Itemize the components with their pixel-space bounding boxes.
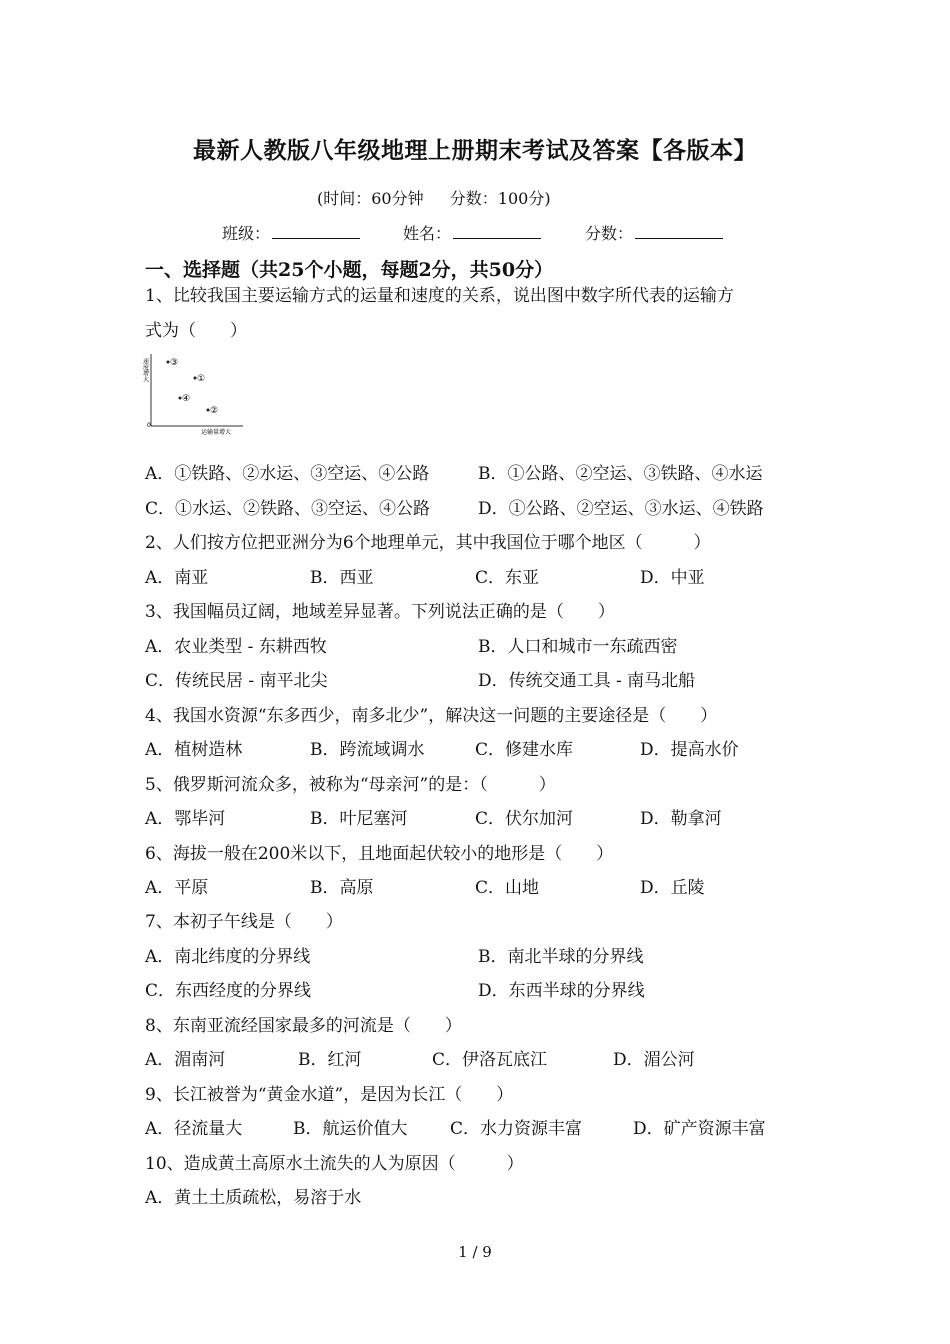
q5-option-b[interactable]: B．叶尼塞河	[310, 809, 408, 829]
score-field	[585, 221, 723, 244]
question-7-stem: 7、本初子午线是（ ）	[145, 912, 343, 932]
q6-option-a[interactable]: A．平原	[145, 878, 209, 898]
q8-option-b[interactable]: B．红河	[298, 1050, 362, 1070]
q4-option-a[interactable]: A．植树造林	[145, 740, 243, 760]
q6-option-d[interactable]: D．丘陵	[640, 878, 705, 898]
q1-option-d[interactable]: D．①公路、②空运、③水运、④铁路	[478, 499, 764, 519]
transport-chart	[143, 350, 248, 436]
class-blank[interactable]	[272, 224, 360, 239]
q5-option-d[interactable]: D．勒拿河	[640, 809, 722, 829]
q1-option-a[interactable]: A．①铁路、②水运、③空运、④公路	[145, 464, 430, 484]
question-4-stem: 4、我国水资源“东多西少，南多北少”，解决这一问题的主要途径是（ ）	[145, 706, 718, 726]
q9-option-d[interactable]: D．矿产资源丰富	[633, 1119, 766, 1139]
x-axis-label: 运输量增大	[201, 429, 232, 436]
q2-option-c[interactable]: C．东亚	[475, 568, 540, 588]
question-8-stem: 8、东南亚流经国家最多的河流是（ ）	[145, 1016, 462, 1036]
q6-option-c[interactable]: C．山地	[475, 878, 540, 898]
question-1-stem-line2: 式为（ ）	[145, 321, 247, 341]
q10-option-a[interactable]: A．黄土土质疏松，易溶于水	[145, 1188, 362, 1208]
name-label: 姓名：	[403, 224, 452, 243]
q8-option-d[interactable]: D．湄公河	[613, 1050, 695, 1070]
score-label: 分数：	[585, 224, 634, 243]
q9-option-a[interactable]: A．径流量大	[145, 1119, 243, 1139]
q5-option-a[interactable]: A．鄂毕河	[145, 809, 226, 829]
q3-option-c[interactable]: C．传统民居 - 南平北尖	[145, 671, 328, 691]
class-label: 班级：	[222, 224, 271, 243]
point-2-label: ②	[210, 406, 219, 416]
section-heading: 一、选择题（共25个小题，每题2分，共50分）	[145, 259, 554, 281]
q7-option-b[interactable]: B．南北半球的分界线	[478, 947, 644, 967]
q7-option-c[interactable]: C．东西经度的分界线	[145, 981, 312, 1001]
q6-option-b[interactable]: B．高原	[310, 878, 374, 898]
q9-option-b[interactable]: B．航运价值大	[293, 1119, 408, 1139]
question-6-stem: 6、海拔一般在200米以下，且地面起伏较小的地形是（ ）	[145, 844, 614, 864]
q8-option-a[interactable]: A．湄南河	[145, 1050, 226, 1070]
q4-option-c[interactable]: C．修建水库	[475, 740, 574, 760]
q3-option-a[interactable]: A．农业类型 - 东耕西牧	[145, 637, 327, 657]
question-10-stem: 10、造成黄土高原水土流失的人为原因（ ）	[145, 1154, 524, 1174]
y-axis-label: 速度增大	[141, 358, 149, 382]
question-3-stem: 3、我国幅员辽阔，地域差异显著。下列说法正确的是（ ）	[145, 602, 615, 622]
page-number: 1 / 9	[458, 1243, 492, 1261]
q1-option-c[interactable]: C．①水运、②铁路、③空运、④公路	[145, 499, 431, 519]
name-blank[interactable]	[453, 224, 541, 239]
q4-option-b[interactable]: B．跨流域调水	[310, 740, 425, 760]
q2-option-b[interactable]: B．西亚	[310, 568, 374, 588]
q5-option-c[interactable]: C．伏尔加河	[475, 809, 574, 829]
q7-option-a[interactable]: A．南北纬度的分界线	[145, 947, 311, 967]
q3-option-b[interactable]: B．人口和城市一东疏西密	[478, 637, 678, 657]
question-1-stem-line1: 1、比较我国主要运输方式的运量和速度的关系，说出图中数字所代表的运输方	[145, 286, 734, 306]
question-2-stem: 2、人们按方位把亚洲分为6个地理单元，其中我国位于哪个地区（ ）	[145, 533, 711, 553]
q7-option-d[interactable]: D．东西半球的分界线	[478, 981, 645, 1001]
name-field	[403, 221, 541, 244]
q9-option-c[interactable]: C．水力资源丰富	[450, 1119, 583, 1139]
class-field	[222, 221, 360, 244]
point-4-label: ④	[182, 394, 191, 404]
q4-option-d[interactable]: D．提高水价	[640, 740, 739, 760]
q3-option-d[interactable]: D．传统交通工具 - 南马北船	[478, 671, 696, 691]
page-title: 最新人教版八年级地理上册期末考试及答案【各版本】	[193, 137, 757, 164]
exam-info: (时间：60分钟 分数：100分)	[317, 189, 551, 208]
point-3-label: ③	[170, 358, 179, 368]
q8-option-c[interactable]: C．伊洛瓦底江	[432, 1050, 548, 1070]
point-1-label: ①	[197, 374, 206, 384]
question-9-stem: 9、长江被誉为“黄金水道”，是因为长江（ ）	[145, 1085, 514, 1105]
q1-option-b[interactable]: B．①公路、②空运、③铁路、④水运	[478, 464, 763, 484]
question-5-stem: 5、俄罗斯河流众多，被称为“母亲河”的是：（ ）	[145, 775, 556, 795]
score-blank[interactable]	[635, 224, 723, 239]
q2-option-a[interactable]: A．南亚	[145, 568, 209, 588]
origin-label: 0	[147, 422, 151, 429]
q2-option-d[interactable]: D．中亚	[640, 568, 705, 588]
